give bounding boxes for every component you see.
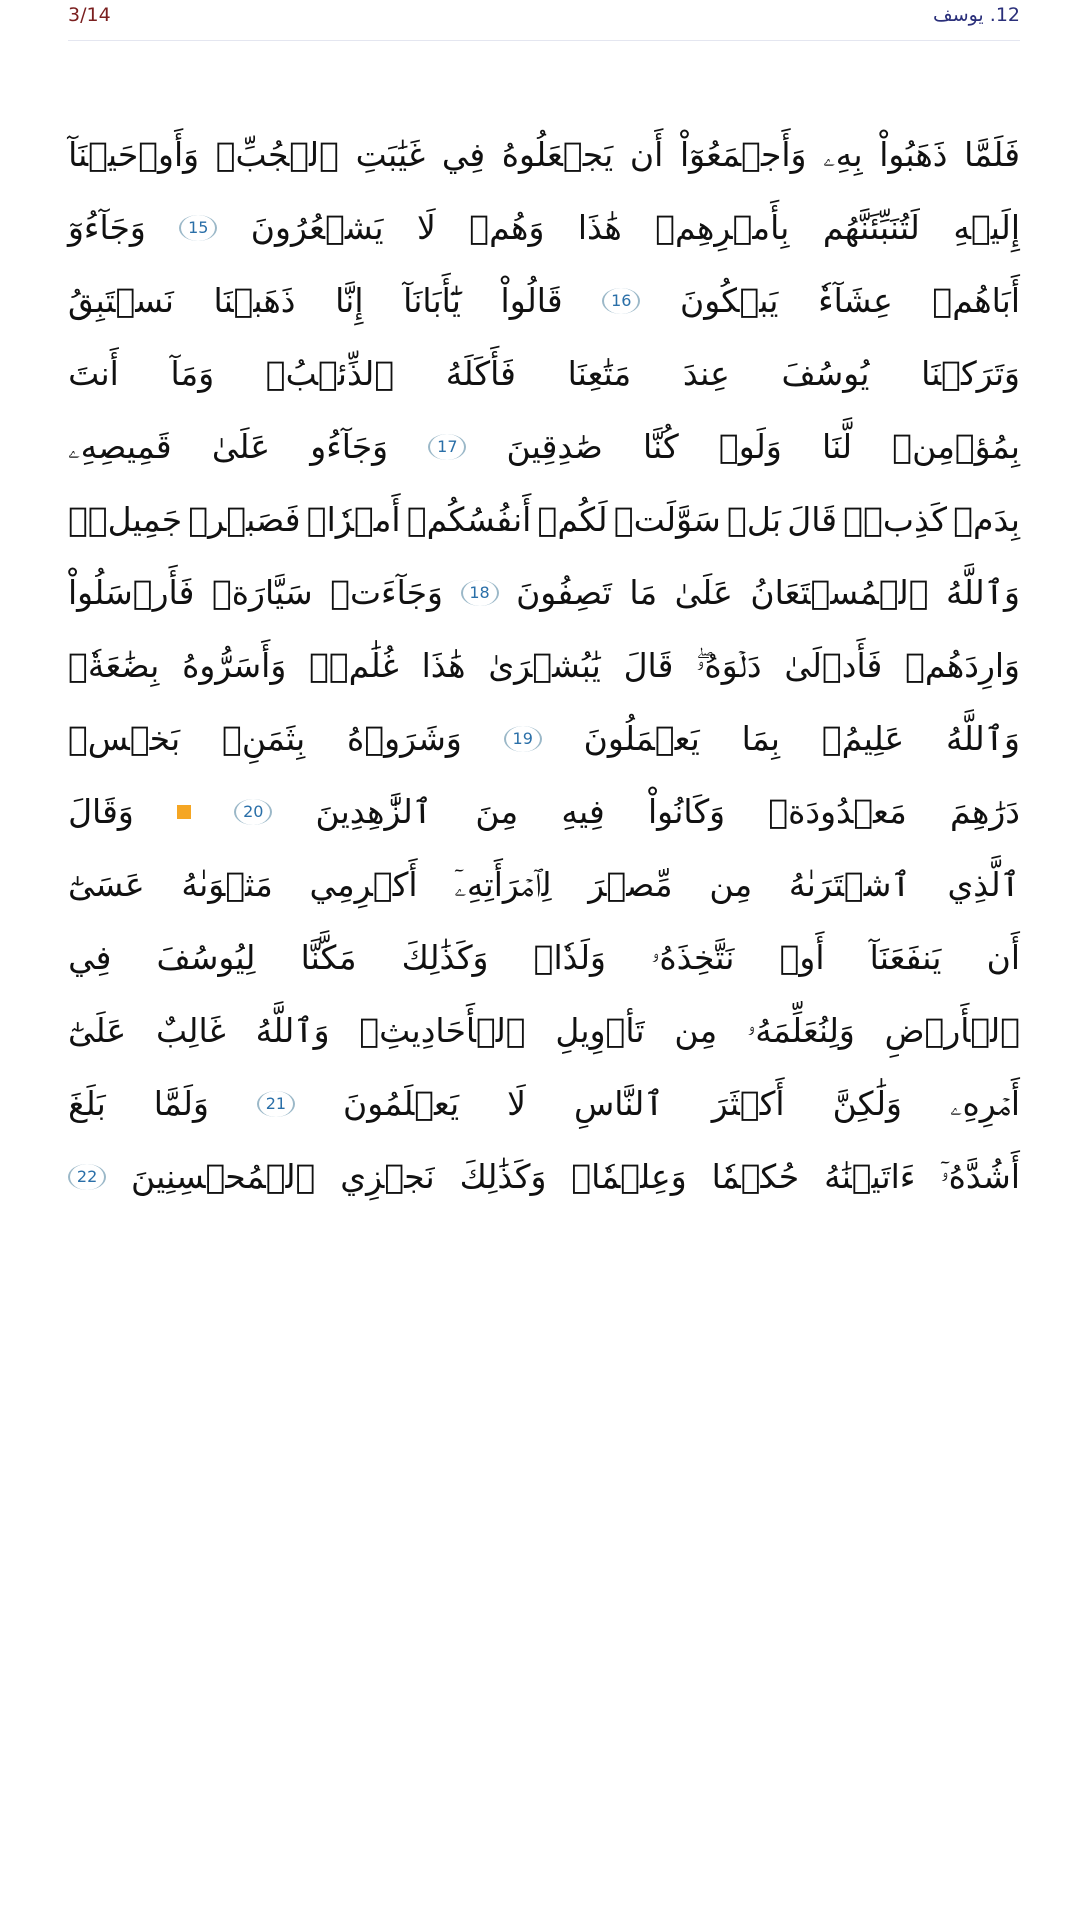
text-line: [68, 848, 1020, 921]
quran-word: تَأۡوِيلِ: [555, 1011, 645, 1050]
quran-word: عِشَآءٗ: [818, 281, 893, 320]
quran-word: عَلَىٰ: [211, 427, 271, 466]
quran-word: وَلِنُعَلِّمَهُۥ: [747, 1011, 855, 1050]
quran-word: فَصَبۡرٞ: [188, 500, 301, 539]
quran-word: فِي: [68, 938, 112, 977]
quran-word: بِدَمٖ: [953, 500, 1020, 539]
quran-word: سَيَّارَةٞ: [211, 573, 313, 612]
ayah-number[interactable]: 21: [257, 1091, 295, 1117]
quran-word: غُلَٰمٞۚ: [309, 646, 399, 685]
quran-word: أَوۡ: [779, 938, 825, 977]
quran-word: كُنَّا: [642, 427, 679, 466]
quran-word: مَا: [629, 573, 658, 612]
quran-word: وَارِدَهُمۡ: [905, 646, 1020, 685]
quran-word: أَنفُسُكُمۡ: [406, 500, 532, 539]
quran-word: ٱلَّذِي: [947, 865, 1020, 904]
quran-word: لَا: [507, 1084, 526, 1123]
quran-word: فَأَكَلَهُ: [445, 354, 516, 393]
quran-word: كَذِبٖۚ: [843, 500, 948, 539]
page-header: [68, 0, 1020, 41]
quran-text-block: [68, 118, 1020, 1213]
quran-word: وَأَجۡمَعُوٓاْ: [679, 135, 807, 174]
quran-word: ٱلۡأَحَادِيثِۚ: [359, 1011, 526, 1050]
quran-word: قَالَ: [623, 646, 674, 685]
ayah-number[interactable]: 16: [602, 288, 640, 314]
quran-word: جَمِيلٞۖ: [68, 500, 183, 539]
quran-word: يَٰٓأَبَانَآ: [403, 281, 461, 320]
quran-word: حُكۡمٗا: [711, 1157, 800, 1196]
text-line: [68, 629, 1020, 702]
quran-word: يَنفَعَنَآ: [869, 938, 942, 977]
text-line: [68, 337, 1020, 410]
quran-word: وَلَٰكِنَّ: [832, 1084, 902, 1123]
quran-word: بِمَا: [741, 719, 780, 758]
quran-word: مَثۡوَىٰهُ: [181, 865, 273, 904]
quran-word: ٱلۡمُحۡسِنِينَ: [131, 1157, 316, 1196]
text-line: [68, 1140, 1020, 1213]
quran-word: وَتَرَكۡنَا: [921, 354, 1020, 393]
quran-word: لِيُوسُفَ: [156, 938, 256, 977]
quran-word: إِنَّا: [335, 281, 364, 320]
quran-word: لَّنَا: [821, 427, 853, 466]
quran-word: صَٰدِقِينَ: [506, 427, 603, 466]
quran-word: نَتَّخِذَهُۥ: [651, 938, 735, 977]
text-line: [68, 264, 1020, 337]
quran-word: وَٱللَّهُ: [946, 573, 1020, 612]
quran-word: دَلۡوَهُۥۖ: [696, 646, 762, 685]
text-line: [68, 775, 1020, 848]
quran-word: وَٱللَّهُ: [255, 1011, 330, 1050]
quran-word: بِمُؤۡمِنٖ: [892, 427, 1020, 466]
ayah-number[interactable]: 17: [428, 434, 466, 460]
quran-word: غَيَٰبَتِ: [355, 135, 426, 174]
quran-word: أَكۡرِمِي: [309, 865, 418, 904]
quran-word: أَن: [629, 135, 664, 174]
bookmark-marker-icon[interactable]: [177, 805, 191, 819]
quran-word: ٱلۡجُبِّۚ: [215, 135, 339, 174]
quran-word: بَخۡسٖ: [68, 719, 181, 758]
text-line: [68, 1067, 1020, 1140]
text-line: [68, 702, 1020, 775]
quran-word: تَصِفُونَ: [516, 573, 612, 612]
quran-word: وَقَالَ: [68, 792, 134, 831]
page-number: 3/14: [68, 4, 111, 26]
text-line: [68, 556, 1020, 629]
quran-word: أَن: [986, 938, 1020, 977]
quran-word: فَأَدۡلَىٰ: [784, 646, 883, 685]
quran-word: فَأَرۡسَلُواْ: [68, 573, 195, 612]
quran-word: وَلَمَّا: [153, 1084, 209, 1123]
quran-word: وَجَآءُوٓ: [68, 208, 146, 247]
quran-word: مِن: [709, 865, 753, 904]
quran-word: وَعِلۡمٗاۚ: [571, 1157, 687, 1196]
quran-word: سَوَّلَتۡ: [613, 500, 721, 539]
quran-word: أَنتَ: [68, 354, 119, 393]
quran-word: وَمَآ: [170, 354, 215, 393]
quran-word: يَبۡكُونَ: [679, 281, 779, 320]
quran-word: إِلَيۡهِ: [953, 208, 1020, 247]
quran-word: وَكَانُواْ: [648, 792, 726, 831]
ayah-number[interactable]: 22: [68, 1164, 106, 1190]
quran-word: بِضَٰعَةٗۚ: [68, 646, 160, 685]
quran-word: لَا: [416, 208, 436, 247]
quran-word: ٱشۡتَرَىٰهُ: [788, 865, 911, 904]
text-line: [68, 921, 1020, 994]
quran-word: مِنَ: [475, 792, 519, 831]
quran-word: مِن: [674, 1011, 718, 1050]
quran-word: لِٱمۡرَأَتِهِۦٓ: [454, 865, 552, 904]
quran-word: بِهِۦ: [823, 135, 863, 174]
quran-word: بِأَمۡرِهِمۡ: [655, 208, 790, 247]
quran-word: عِندَ: [682, 354, 730, 393]
quran-word: هَٰذَا: [421, 646, 466, 685]
quran-word: لَكُمۡ: [537, 500, 608, 539]
quran-word: وَأَسَرُّوهُ: [182, 646, 287, 685]
quran-word: وَجَآءُو: [310, 427, 389, 466]
quran-word: ٱلزَّٰهِدِينَ: [315, 792, 433, 831]
quran-word: يَعۡلَمُونَ: [342, 1084, 460, 1123]
quran-word: مِّصۡرَ: [588, 865, 673, 904]
quran-word: يَعۡمَلُونَ: [583, 719, 700, 758]
quran-word: مَعۡدُودَةٖ: [768, 792, 907, 831]
text-line: [68, 410, 1020, 483]
quran-word: يَشۡعُرُونَ: [250, 208, 384, 247]
quran-word: بِثَمَنِۢ: [222, 719, 306, 758]
quran-word: يَٰبُشۡرَىٰ: [488, 646, 601, 685]
ayah-number[interactable]: 19: [504, 726, 542, 752]
quran-word: وَٱللَّهُ: [946, 719, 1020, 758]
quran-word: قَالُواْ: [500, 281, 563, 320]
quran-word: فَلَمَّا: [964, 135, 1020, 174]
text-line: [68, 483, 1020, 556]
quran-word: دَرَٰهِمَ: [950, 792, 1020, 831]
quran-word: بَلَغَ: [68, 1084, 106, 1123]
ayah-number[interactable]: 20: [234, 799, 272, 825]
quran-word: أَبَاهُمۡ: [932, 281, 1020, 320]
quran-word: أَمۡرِهِۦ: [949, 1084, 1020, 1123]
quran-word: عَسَىٰٓ: [68, 865, 145, 904]
quran-word: ءَاتَيۡنَٰهُ: [824, 1157, 916, 1196]
quran-word: أَشُدَّهُۥٓ: [940, 1157, 1020, 1196]
quran-word: ٱلنَّاسِ: [574, 1084, 664, 1123]
text-line: [68, 118, 1020, 191]
quran-word: قَمِيصِهِۦ: [68, 427, 172, 466]
quran-word: أَمۡرٗاۖ: [306, 500, 401, 539]
quran-word: وَشَرَوۡهُ: [347, 719, 462, 758]
quran-word: وَأَوۡحَيۡنَآ: [68, 135, 200, 174]
quran-word: قَالَ: [787, 500, 838, 539]
text-line: [68, 191, 1020, 264]
quran-word: أَكۡثَرَ: [711, 1084, 785, 1123]
quran-word: ٱلۡأَرۡضِ: [884, 1011, 1020, 1050]
quran-word: وَلَوۡ: [718, 427, 782, 466]
quran-word: عَلَىٰٓ: [68, 1011, 127, 1050]
quran-word: يُوسُفَ: [781, 354, 870, 393]
quran-word: فِي: [441, 135, 486, 174]
quran-word: ٱلۡمُسۡتَعَانُ: [750, 573, 929, 612]
quran-word: غَالِبٌ: [155, 1011, 226, 1050]
quran-word: ذَهَبۡنَا: [213, 281, 296, 320]
quran-word: عَلَىٰ: [674, 573, 733, 612]
quran-word: هَٰذَا: [577, 208, 622, 247]
quran-word: بَلۡ: [727, 500, 782, 539]
quran-word: عَلِيمُۢ: [821, 719, 905, 758]
surah-title: 12. يوسف: [933, 4, 1020, 26]
quran-word: وَجَآءَتۡ: [330, 573, 443, 612]
ayah-number[interactable]: 18: [461, 580, 499, 606]
quran-word: وَهُمۡ: [469, 208, 545, 247]
quran-word: فِيهِ: [561, 792, 605, 831]
quran-word: ٱلذِّئۡبُۖ: [265, 354, 395, 393]
ayah-number[interactable]: 15: [179, 215, 217, 241]
quran-word: ذَهَبُواْ: [879, 135, 948, 174]
quran-word: يَجۡعَلُوهُ: [501, 135, 614, 174]
quran-word: نَسۡتَبِقُ: [68, 281, 174, 320]
quran-word: لَتُنَبِّئَنَّهُم: [822, 208, 920, 247]
quran-word: وَكَذَٰلِكَ: [459, 1157, 547, 1196]
quran-word: مَتَٰعِنَا: [567, 354, 632, 393]
quran-word: مَكَّنَّا: [300, 938, 357, 977]
quran-word: وَلَدٗاۚ: [533, 938, 606, 977]
text-line: [68, 994, 1020, 1067]
quran-word: نَجۡزِي: [340, 1157, 435, 1196]
quran-word: وَكَذَٰلِكَ: [401, 938, 489, 977]
